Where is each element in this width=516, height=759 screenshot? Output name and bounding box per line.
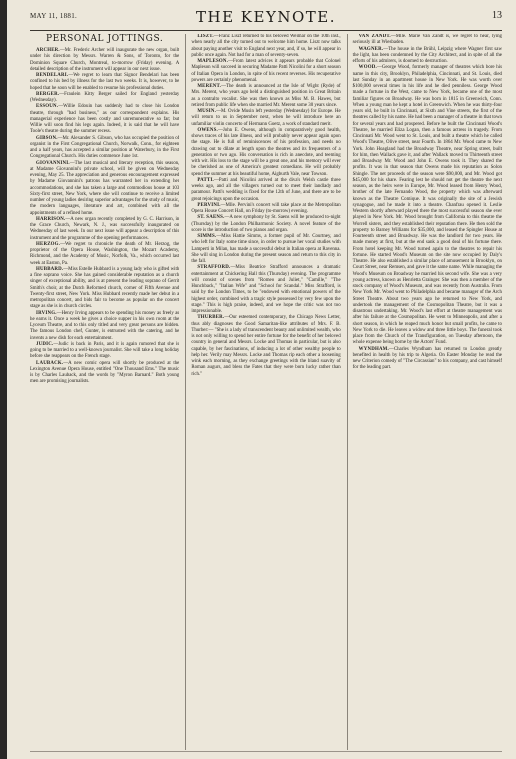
jotting-name: ST. SAENS. (197, 215, 225, 221)
jotting-name: STRAFFORD. (197, 265, 231, 271)
jotting-name: ESSOUN. (36, 104, 59, 110)
jotting-text: —We regret to chronicle the death of Mr. Herzog, the proprietor of the Opera House, Washington, the Mozart Academy, Richmond, and the Academy of Music, Norfolk, Va., which occurred last week at Easton, Pa. (30, 241, 180, 266)
jotting-paragraph (30, 311, 179, 342)
jotting-name: MERENT. (197, 84, 222, 89)
jotting-paragraph (191, 203, 340, 216)
jotting-text: —Mr. Alexander S. Gibson, who has occupied the position of organist in the First Congregational Church, Norwalk, Conn., for eighteen and a half years, has accepted a similar position at Waterbury, in the First Congregational Church. His duties commence June 1st. (30, 135, 180, 160)
section-title: PERSONAL JOTTINGS. (45, 34, 164, 44)
jotting-paragraph (191, 215, 340, 234)
footer-rule (30, 751, 502, 752)
jotting-paragraph (30, 73, 179, 92)
jotting-name: THURBER. (197, 315, 225, 321)
jotting-name: BERGER. (36, 91, 60, 97)
jotting-text: —Mlle. Pervini's concert will take place at the Metropolitan Opera House Concert Hall, on Friday (to-morrow) evening. (191, 202, 341, 214)
column-1-body (30, 48, 179, 386)
jotting-paragraph (191, 109, 340, 128)
jotting-paragraph (353, 34, 502, 47)
jotting-paragraph (30, 342, 179, 361)
jotting-paragraph (191, 59, 340, 84)
jotting-text: —A new organ recently completed by G. C. Harrison, in the Grace Church, Newark, N. J., was successfully inaugurated on Wednesday of last week. In our next issue will appear a description of this instrument and the programme of the opening performances. (30, 216, 180, 241)
jotting-text: —George Wood, formerly manager of theatres which bore his name in this city, Brooklyn, Philadelphia, Cincinnati, and St. Louis, died last Sunday in an apartment house in New York. He was worth over $100,000 several times in his life and he died penniless. George Wood made a fortune in the West, came to New York, became one of the most familiar figures on Broadway. He was born in 1815 in Greenwich, Conn. When a young man he kept a hotel in Greenwich. When he was thirty-four years old, he built in Cincinnati, at Sixth and Vine streets, the first of the theatres called by his name. He had been a manager of a theatre in that town for several years and had prospered. Before he built the Cincinnati Wood's Theatre, he married Eliza Logan, then a famous actress in tragedy. From Cincinnati Mr. Wood went to St. Louis, and built a theatre which he called Wood's Theatre, Olive street, near Fourth. In 1864 Mr. Wood came to New York. John Hoagland had the Broadway Theatre, near Spring street, built for him, then Wallack gave it, and after Wallack moved to Thirteenth street and Broadway Mr. Wood and John E. Owens took it. They shared the profits. It was in that season that Owens made his reputation as Solon Shingle. The net proceeds of the season were $90,000, and Mr. Wood got $45,000 for his share. Fearing lest he should not get the theatre the next season, as the heirs were in Europe, Mr. Wood leased from Henry Wood, brother of the late Fernando Wood, the property which was afterward known as the Theatre Comique. It was originally the site of a Jewish synagogue, and he made it into a theatre. Chanfrau opened it. Leslie Western shortly afterward played there the most successful season she ever played in New York. Mr. Wood brought from California to this theatre the Worrell sisters, and they established their reputation there. He then sold the property to Barney Williams for $35,000, and leased the Spingler House at Fourteenth street and Broadway. He was the landlord for two years. He made money at first, but at the end sank a good deal of his fortune there. From hotel keeping Mr. Wood turned again to the theatres to repair his fortune. He started Wood's Museum on the site now occupied by Daly's Theatre. He also established a similar place of amusement in Brooklyn, on Court Street, near Remsen, and gave it the same name. While managing the Wood's Museum on Broadway he married his second wife. She was a very young actress, known as Henrietta Grainger. She was then a member of the stock company of Wood's Museum, and was recently from Australia. From New York Mr. Wood went to Philadelphia and became manager of the Arch Street Theatre. About two years ago he returned to New York, and undertook the management of the Cosmopolitan Theatre, but it was a disastrous undertaking. Mr. Wood's last effort at theatre management was after his failure at the Cosmopolitan. He went to Minneapolis, and after a short season, in which he reaped much honor but small profits, he came to New York to die. He leaves a widow and three little boys. The funeral took place from the Church of the Transfiguration, on Tuesday afternoon, the whole expense being borne by the Actors' Fund. (352, 65, 502, 346)
article-columns (30, 34, 502, 750)
jotting-text: —M. Ovide Musin left yesterday (Wednesday) for Europe. He will return to us in September next, when he will introduce here an unfamiliar violin concerto of Hermann Goetz, a work of standard merit. (191, 109, 341, 127)
jotting-name: GIOVANNINI. (36, 160, 70, 166)
jotting-paragraph (353, 47, 502, 66)
jotting-text: —Fraulein Kitty Berger sailed for England yesterday (Wednesday). (30, 91, 180, 103)
jotting-paragraph (191, 265, 340, 315)
header-rule (30, 30, 502, 31)
column-2-body (191, 34, 340, 378)
jotting-text: —Miss Estelle Hubbard is a young lady who is gifted with a fine soprano voice. She has gained considerable reputation as a church singer of exceptional ability, and is at present the leading soprano of Gerrit Smith's choir, at the Dutch Reformed church, corner of Fifth Avenue and Twenty-first street, New York. Miss Hubbard recently made her debut in a metropolitan concert, and bids fair to become as popular on the concert stage as she is in church circles. (30, 266, 180, 310)
page-binding-edge (0, 0, 7, 759)
jotting-text: —Judic is back in Paris, and it is again rumored that she is going to be married to a well-known journalist. She will take a long holiday before she reappears on the French stage. (30, 341, 180, 360)
jotting-text: —Miss Beatrice Strafford announces a dramatic entertainment at Chickering Hall this (Thursday) evening. The programme will consist of scenes from "Romeo and Juliet," "Camille," "The Hunchback," "Italian Wife" and "School for Scandal." Miss Strafford, is said by the London Times, to be "endowed with emotional powers of the highest order, combined with a tragic style possessed by very few upon the stage." This is high praise, indeed, and we hope the critic was not too impressionable. (191, 265, 341, 314)
jotting-name: BENDELARI. (36, 73, 69, 78)
jotting-text: —Charles Wyndham has returned to London greatly benefited in health by his trip to Algeria. On Easter Monday he read the new Criterion comedy of "The Circassian" to his company, and cast himself for the leading part. (352, 346, 502, 371)
jotting-paragraph (30, 92, 179, 105)
jotting-text: —A new symphony by St. Saens will be produced to-night (Thursday) by the London Philharmonic Society. A novel feature of the score is the introduction of two pianos and organ. (191, 215, 341, 233)
column-1 (30, 34, 179, 750)
jotting-name: SIMMS. (197, 234, 217, 239)
jotting-paragraph (191, 34, 340, 59)
jotting-text: —From latest advices it appears probable that Colonel Mapleson will succeed in securing Madame Patti Nicolini for a short season of Italian Opera in London, in spite of his recent reverses. His recuperative powers are certainly phenomenal. (191, 59, 341, 83)
jotting-name: VAN ZANDT. (358, 34, 391, 39)
jotting-name: HUBBARD. (36, 266, 64, 272)
jotting-name: PERVINI. (197, 202, 221, 208)
jotting-name: HERZOG. (36, 241, 61, 247)
page-number: 13 (492, 10, 502, 21)
jotting-text: —Mlle. Marie Van Zandt is, we regret to hear, lying seriously ill at Wiesbaden. (352, 34, 502, 46)
jotting-name: PATTI. (197, 177, 214, 183)
jotting-text: —Mr. Frederic Archer will inaugurate the new organ, built under his direction by Messrs. Warren & Sons, of Toronto, for the Dominion Square Church, Montreal, to-morrow (Friday) evening. A detailed description of the instrument will appear in our next issue. (30, 48, 180, 72)
jotting-name: ARCHER. (36, 48, 60, 53)
jotting-name: GIBSON. (36, 135, 58, 141)
jotting-name: WYNDHAM. (358, 346, 389, 352)
masthead-title: THE KEYNOTE. (195, 8, 336, 26)
jotting-text: —Patti and Nicolini arrived at the diva's Welsh castle three weeks ago, and all the villagers turned out to meet their landlady and paramour. Patti's wedding is fixed for the 12th of June, and there are to be great rejoicings upon the occasion. (191, 177, 341, 202)
jotting-paragraph (191, 234, 340, 265)
jotting-name: JUDIC. (36, 341, 54, 347)
jotting-name: HARRISON. (36, 216, 66, 222)
jotting-text: —We regret to learn that Signor Bendelari has been confined to his bed by illness for the last two weeks. It is, however, to be hoped that he soon will be enabled to resume his professional duties. (30, 73, 180, 91)
jotting-text: —The house in the Brühl, Leipzig where Wagner first saw the light, has been condemned by the City Architect, and in spite of all the efforts of his admirers, is doomed to destruction. (352, 46, 502, 64)
jotting-text: —Willie Edouin has suddenly had to close his London theatre, through "bad business," as our correspondent explains. His managerial experience has been costly and unremunerative so far; but Willie will soon find his legs again. Indeed, it is said that he will have Toole's theatre during the summer recess. (30, 104, 180, 135)
jotting-paragraph (191, 178, 340, 203)
jotting-name: WAGNER. (358, 46, 384, 52)
jotting-paragraph (191, 315, 340, 378)
jotting-text: —A new comic opera will shortly be produced at the Lexington Avenue Opera House, entitled "One Thousand Ems." The music is by Charles Lauback, and the words by "Myron Barnard." Both young men are promising journalists. (30, 360, 180, 385)
jotting-paragraph (30, 136, 179, 161)
jotting-paragraph (30, 48, 179, 73)
column-3-body (353, 34, 502, 372)
jotting-name: OWENS. (197, 127, 218, 133)
jotting-text: —Henry Irving appears to be spending his money as freely as he earns it. Once a week he gives a choice supper in his own room at the Lyceum Theatre, and to this only titled and very great persons are bidden. The famous London chef, Gunter, is entrusted with the catering, and he invents a new dish for each entertainment. (30, 310, 180, 341)
jotting-paragraph (30, 242, 179, 267)
jotting-text: —Miss Hattie Simms, a former pupil of Mr. Courtney, and who left for Italy some time since, in order to pursue her vocal studies with Lamperti in Milan, has made a successful debut in Italian opera at Ravenna. She will sing in London during the present season and return to this city in the fall. (191, 234, 341, 264)
jotting-text: —John E. Owens, although in comparatively good health, shows traces of his late illness, and will probably never appear again upon the stage. He is full of reminiscences of his profession, and needs no drawing out to dilate at length upon the theatres and its frequenters of a generation or two ago. His conversation is rich in anecdote, and teeming with wit. His loss to the stage will be a great one, and his memory will ever be cherished as one of America's greatest comedians. He will probably spend the summer at his beautiful home, Aigburth Vale, near Towson. (191, 127, 341, 177)
jotting-text: —Our esteemed contemporary, the Chicago News Letter, thus ably diagnoses the Good Samaritan-like attributes of Mrs. F. B. Thurber:— "She is a lady of transcendent beauty and unlimited wealth, who is not only willing to spend her entire fortune for the benefit of her beloved country in general and Messrs. Locke and Thomas in particular, but is also capable, by her fascinations, of inducing a lot of other wealthy people to help her. Verily may Messrs. Locke and Thomas rip each other a loosening wink each morning, as they exchange greetings with the bland suavity of Roman augurs, and bless the Fates that they were born lucky rather than rich." (191, 315, 341, 377)
jotting-paragraph (30, 361, 179, 386)
jotting-paragraph (191, 84, 340, 109)
column-2 (185, 34, 340, 750)
jotting-paragraph (30, 217, 179, 242)
jotting-name: LISZT. (197, 34, 214, 39)
jotting-name: WOOD. (358, 65, 377, 71)
jotting-paragraph (30, 104, 179, 135)
page-header (30, 8, 502, 30)
jotting-name: MUSIN. (197, 109, 217, 114)
jotting-name: IRVING. (36, 310, 57, 316)
jotting-paragraph (353, 347, 502, 372)
jotting-paragraph (30, 267, 179, 311)
jotting-text: —Franz Liszt returned to his beloved Weimar on the 10th inst., when nearly all the city turned out to welcome him home. Liszt now talks about paying another visit to England next year, and, if so, he will appear in public once again. Not bad for a man of seventy-seven. (191, 34, 341, 58)
jotting-text: —The last musical and literary reception, this season, at Madame Giovannini's private school, will be given on Wednesday evening, May 25. The appreciation and generous encouragement expressed by Madame Giovannini's patrons has warranted her in extending her accommodations, and she has taken a large and commodious house at 103 Sixty-first street, New York, where she will continue to receive a limited number of young ladies desiring superior advantages for the study of music, the modern languages, literature and art, combined with all the appointments of a refined home. (30, 160, 180, 216)
jotting-paragraph (30, 161, 179, 217)
jotting-name: LAUBACK. (36, 360, 64, 366)
jotting-text: —The death is announced at the Isle of Wight (Ryde) of Mrs. Merent, who years ago held a distinguished position in Great Britain as a contralto vocalist. She was then known as Miss M. B. Hawes, but retired from public life when she married Mr. Merent some 30 years since. (191, 84, 341, 108)
jotting-paragraph (353, 65, 502, 346)
jotting-paragraph (191, 128, 340, 178)
jotting-name: MAPLESON. (197, 59, 229, 64)
issue-date: MAY 11, 1881. (30, 12, 78, 20)
column-3 (347, 34, 502, 750)
